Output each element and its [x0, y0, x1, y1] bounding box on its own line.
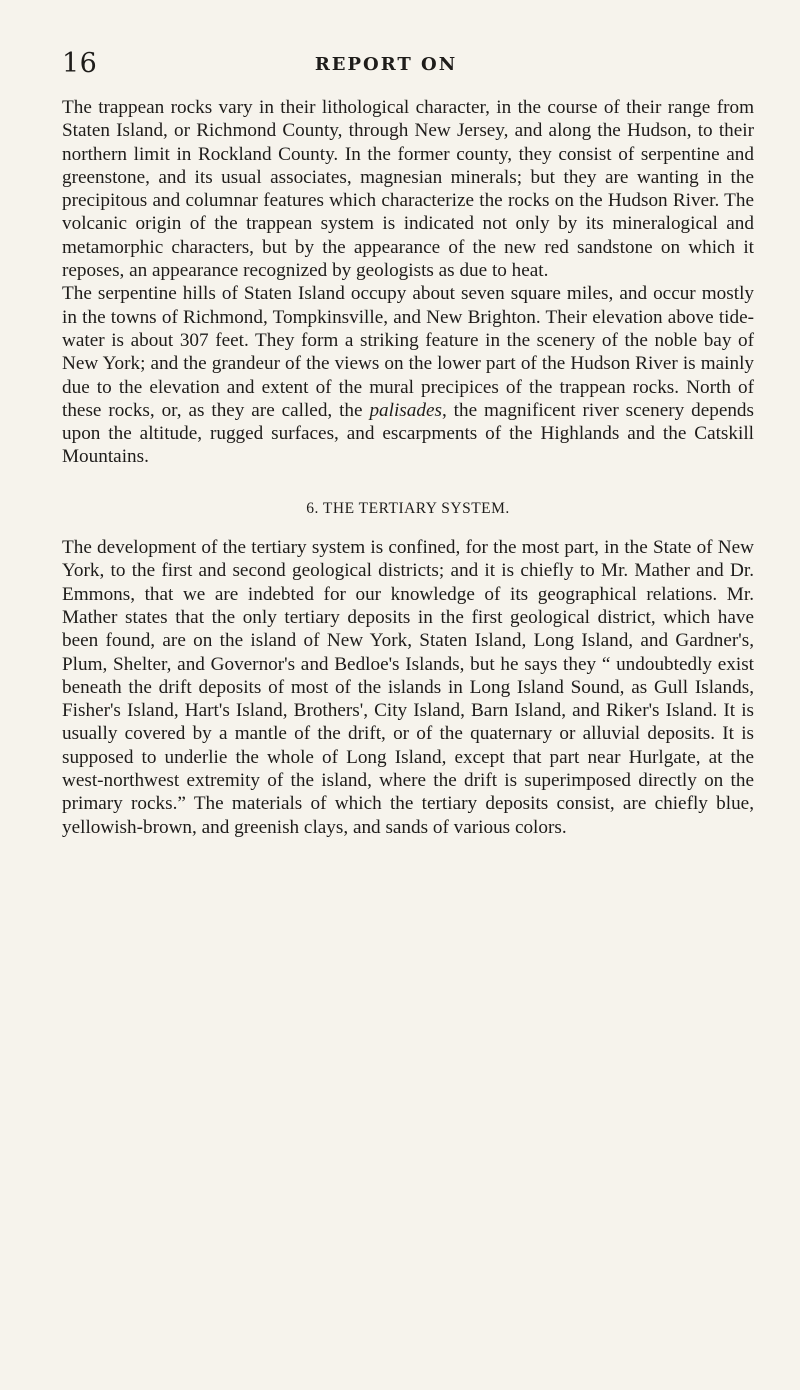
- page-number: 16: [62, 48, 98, 79]
- paragraph-trappean-rocks: The trappean rocks vary in their lithological character, in the course of their range from Staten Island, or Richmond County, through New Jersey, and along the Hudson, to their northern limit in Rockland County. In the former county, they consist of serpentine and greenstone, and its usual associates, magnesian minerals; but they are wanting in the precipitous and columnar features which characterize the rocks on the Hudson River. The volcanic origin of the trappean system is indicated not only by its mineralogical and metamorphic characters, but by the appearance of the new red sandstone on which it reposes, an appearance recognized by geologists as due to heat.: [62, 97, 754, 282]
- page-header: [62, 48, 710, 84]
- italic-term-palisades: palisades: [369, 399, 442, 421]
- section-heading: 6. THE TERTIARY SYSTEM.: [306, 499, 510, 517]
- paragraph-text: , the magnificent river scenery depends upon the altitude, rugged surfaces, and escarpments of the Highlands and the Catskill Mountains.: [62, 399, 754, 468]
- running-head: REPORT ON: [314, 54, 458, 75]
- body-text: [62, 96, 754, 839]
- paragraph-serpentine-hills: [62, 282, 754, 468]
- paragraph-tertiary-system: The development of the tertiary system is confined, for the most part, in the State of New York, to the first and second geological districts; and it is chiefly to Mr. Mather and Dr. Emmons, that we are indebted for our knowledge of its geographical relations. Mr. Mather states that the only tertiary deposits in the first geological district, which have been found, are on the island of New York, Staten Island, Long Island, and Gardner's, Plum, Shelter, and Governor's and Bedloe's Islands, but he says they “ undoubtedly exist beneath the drift deposits of most of the islands in Long Island Sound, as Gull Islands, Fisher's Island, Hart's Island, Brothers', City Island, Barn Island, and Riker's Island. It is usually covered by a mantle of the drift, or of the quaternary or alluvial deposits. It is supposed to underlie the whole of Long Island, except that part near Hurlgate, at the west-northwest extremity of the island, where the drift is superimposed directly on the primary rocks.” The materials of which the tertiary deposits consist, are chiefly blue, yellowish-brown, and greenish clays, and sands of various colors.: [62, 537, 754, 838]
- paragraph-text: The serpentine hills of Staten Island occupy about seven square miles, and occur mostly in the towns of Richmond, Tompkinsville, and New Brighton. Their elevation above tide-water is about 307 feet. They form a striking feature in the scenery of the noble bay of New York; and the grandeur of the views on the lower part of the Hudson River is mainly due to the elevation and extent of the mural precipices of the trappean rocks. North of these rocks, or, as they are called, the: [62, 283, 754, 421]
